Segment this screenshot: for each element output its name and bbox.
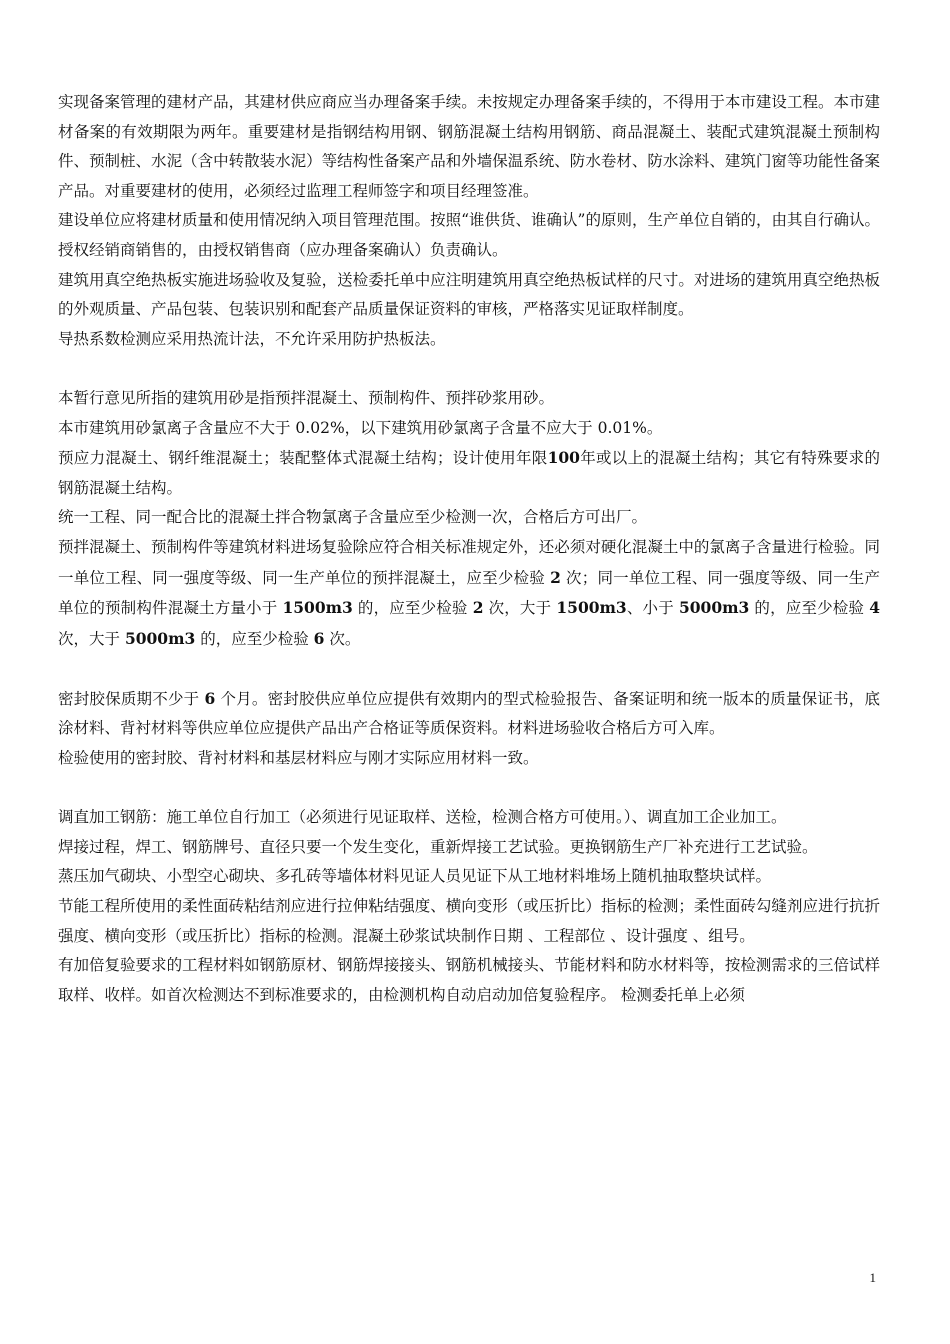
paragraph <box>58 384 880 414</box>
paragraph-text: 的，应至少检验 <box>352 599 473 618</box>
paragraph <box>58 684 880 744</box>
paragraph-text: 密封胶保质期不少于 <box>58 689 205 708</box>
paragraph <box>58 266 880 325</box>
paragraph-text: 预应力混凝土、钢纤维混凝土；装配整体式混凝土结构；设计使用年限 <box>58 449 548 468</box>
emphasized-text: 5000m3 <box>124 628 196 648</box>
paragraph-text: 蒸压加气砌块、小型空心砌块、多孔砖等墙体材料见证人员见证下从工地材料堆场上随机抽取整块试样。 <box>58 867 772 886</box>
paragraph-text: 有加倍复验要求的工程材料如钢筋原材、钢筋焊接接头、钢筋机械接头、节能材料和防水材料等，按检测需求的三倍试样取样、收样。如首次检测达不到标准要求的，由检测机构自动启动加倍复验程序。 检测委托单上必须 <box>58 956 880 1004</box>
paragraph-text: 本暂行意见所指的建筑用砂是指预拌混凝土、预制构件、预拌砂浆用砂。 <box>58 388 555 407</box>
paragraph-text: 预拌混凝土、预制构件等建筑材料进场复验除应符合相关标准规定外，还必须对硬化混凝土中的氯离子含量进行检验。同一单位工程、同一强度等级、同一生产单位的预拌混凝土，应至少检验 <box>58 537 880 587</box>
emphasized-text: 1500m3 <box>282 598 353 618</box>
emphasized-text: 6 <box>204 688 216 708</box>
paragraph-text: 、小于 <box>626 599 679 618</box>
paragraph-text: 节能工程所使用的柔性面砖粘结剂应进行拉伸粘结强度、横向变形（或压折比）指标的检测；柔性面砖勾缝剂应进行抗折强度、横向变形（或压折比）指标的检测。混凝土砂浆试块制作日期 、工程部位 、设计强度 、组号。 <box>58 897 880 945</box>
paragraph <box>58 892 880 951</box>
paragraph-text: 次，大于 <box>58 629 125 648</box>
paragraph <box>58 533 880 654</box>
emphasized-text: 6 <box>313 628 325 648</box>
emphasized-text: 100 <box>547 448 580 468</box>
paragraph <box>58 206 880 265</box>
paragraph <box>58 833 880 863</box>
document-body <box>58 88 880 1010</box>
paragraph-text: 实现备案管理的建材产品，其建材供应商应当办理备案手续。未按规定办理备案手续的，不得用于本市建设工程。本市建材备案的有效期限为两年。重要建材是指钢结构用钢、钢筋混凝土结构用钢筋、商品混凝土、装配式建筑混凝土预制构件、预制桩、水泥（含中转散装水泥）等结构性备案产品和外墙保温系统、防水卷材、防水涂料、建筑门窗等功能性备案产品。对重要建材的使用，必须经过监理工程师签字和项目经理签准。 <box>58 93 880 200</box>
paragraph <box>58 862 880 892</box>
paragraph <box>58 744 880 774</box>
paragraph <box>58 88 880 206</box>
paragraph-text: 导热系数检测应采用热流计法，不允许采用防护热板法。 <box>58 329 446 348</box>
paragraph-text: 次，大于 <box>483 599 557 618</box>
paragraph-text: 的，应至少检验 <box>195 629 314 648</box>
paragraph-gap <box>58 654 880 684</box>
paragraph <box>58 443 880 503</box>
paragraph-gap <box>58 774 880 804</box>
paragraph-text: 的，应至少检验 <box>749 599 870 618</box>
paragraph-text: 焊接过程，焊工、钢筋牌号、直径只要一个发生变化，重新焊接工艺试验。更换钢筋生产厂补充进行工艺试验。 <box>58 837 818 856</box>
paragraph-text: 建筑用真空绝热板实施进场验收及复验，送检委托单中应注明建筑用真空绝热板试样的尺寸。对进场的建筑用真空绝热板的外观质量、产品包装、包装识别和配套产品质量保证资料的审核，严格落实见证取样制度。 <box>58 270 880 319</box>
paragraph-text: 个月。密封胶供应单位应提供有效期内的型式检验报告、备案证明和统一版本的质量保证书，底涂材料、背衬材料等供应单位应提供产品出产合格证等质保资料。材料进场验收合格后方可入库。 <box>58 689 880 738</box>
paragraph <box>58 414 880 444</box>
paragraph-text: 检验使用的密封胶、背衬材料和基层材料应与刚才实际应用材料一致。 <box>58 749 539 768</box>
paragraph <box>58 325 880 355</box>
emphasized-text: 2 <box>550 567 561 587</box>
emphasized-text: 1500m3 <box>556 598 627 618</box>
paragraph-gap <box>58 354 880 384</box>
emphasized-text: 4 <box>869 598 880 618</box>
paragraph <box>58 803 880 833</box>
page-number: 1 <box>869 1270 876 1285</box>
emphasized-text: 2 <box>472 598 484 618</box>
paragraph-text: 年或以上的混凝土结构；其它有特殊要求的钢筋混凝土结构。 <box>58 449 880 497</box>
emphasized-text: 5000m3 <box>678 598 750 618</box>
paragraph-text: 次；同一单位工程、同一强度等级、同一生产单位的预制构件混凝土方量小于 <box>58 568 880 618</box>
paragraph <box>58 951 880 1010</box>
paragraph-text: 本市建筑用砂氯离子含量应不大于 0.02%，以下建筑用砂氯离子含量不应大于 0.01%。 <box>58 418 663 437</box>
paragraph-text: 统一工程、同一配合比的混凝土拌合物氯离子含量应至少检测一次，合格后方可出厂。 <box>58 508 648 527</box>
paragraph-text: 次。 <box>324 629 361 648</box>
paragraph <box>58 503 880 533</box>
paragraph-text: 建设单位应将建材质量和使用情况纳入项目管理范围。按照“谁供货、谁确认”的原则，生产单位自销的，由其自行确认。授权经销商销售的，由授权销售商（应办理备案确认）负责确认。 <box>58 211 880 259</box>
paragraph-text: 调直加工钢筋：施工单位自行加工（必须进行见证取样、送检，检测合格方可使用。）、调直加工企业加工。 <box>58 808 787 827</box>
